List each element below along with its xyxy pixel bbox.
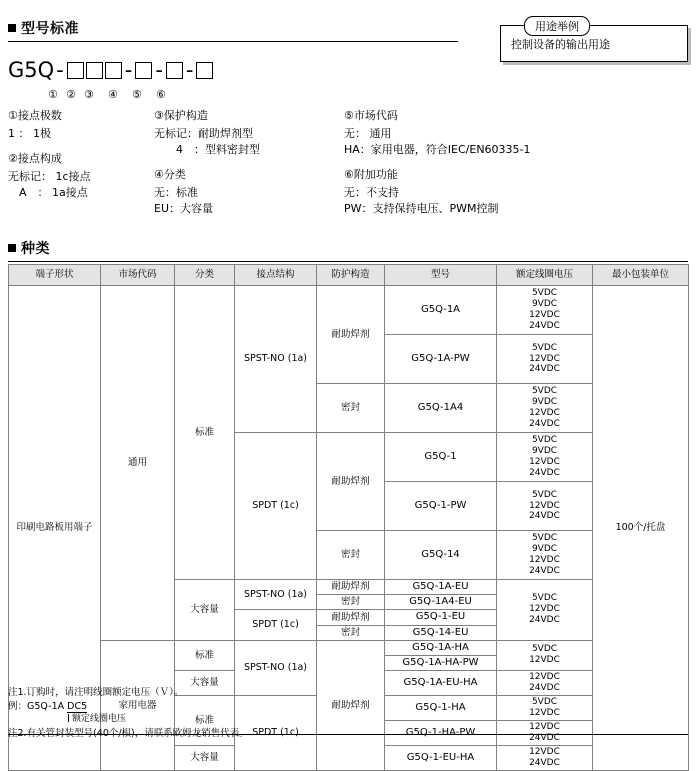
legend-line: A ： 1a接点: [8, 186, 88, 199]
cell-protection-seal: 密封: [317, 531, 385, 580]
marker-4: ④: [108, 88, 118, 101]
cell-contact-spdt: SPDT (1c): [235, 610, 317, 640]
note-1-example-value: DC5: [67, 700, 88, 712]
legend-line: EU：大容量: [154, 202, 214, 215]
cell-model: G5Q-1A4-EU: [385, 595, 497, 610]
model-code-markers: [8, 88, 458, 104]
model-box-2: [86, 62, 103, 79]
legend-group-market-code: [344, 108, 624, 158]
cell-coil-voltage: 12VDC 24VDC: [497, 745, 593, 770]
cell-protection: 密封: [317, 595, 385, 610]
cell-terminal-shape: 印刷电路板用端子: [9, 286, 101, 771]
heading-rule: [8, 261, 688, 262]
marker-2: ②: [66, 88, 76, 101]
legend-column-3: [344, 108, 624, 226]
footnotes: [8, 686, 508, 741]
col-packing-unit: 最小包装单位: [593, 265, 689, 286]
legend-column-2: [154, 108, 334, 226]
cell-class-large: 大容量: [175, 745, 235, 770]
model-standard-heading: [8, 18, 458, 38]
cell-model: G5Q-1-EU-HA: [385, 745, 497, 770]
model-dash-1: -: [56, 58, 64, 82]
cell-class-standard: 标准: [175, 640, 235, 670]
legend-line: 无标记：耐助焊剂型: [154, 127, 253, 140]
cell-protection-flux: 耐助焊剂: [317, 286, 385, 384]
cell-coil-voltage: 5VDC 12VDC 24VDC: [497, 335, 593, 384]
cell-model: G5Q-1-PW: [385, 482, 497, 531]
cell-coil-voltage: 5VDC 12VDC: [497, 696, 593, 721]
cell-model: G5Q-1A: [385, 286, 497, 335]
note-2: 注2.有关管封装型号(40个/根)，请联系欧姆龙销售代表。: [8, 728, 249, 740]
legend-group-classification: [154, 167, 334, 217]
model-dash-3: -: [155, 58, 163, 82]
cell-contact-spst: SPST-NO (1a): [235, 286, 317, 433]
cell-model: G5Q-1A-EU-HA: [385, 671, 497, 696]
col-terminal-shape: 端子形状: [9, 265, 101, 286]
cell-contact-spst: SPST-NO (1a): [235, 640, 317, 695]
marker-5: ⑤: [132, 88, 142, 101]
legend-line: 无：标准: [154, 186, 198, 199]
legend-column-1: [8, 108, 158, 210]
cell-model: G5Q-1A-HA-PW: [385, 655, 497, 670]
cell-coil-voltage: 5VDC 12VDC 24VDC: [497, 580, 593, 641]
col-coil-voltage: 额定线圈电压: [497, 265, 593, 286]
col-market-code: 市场代码: [101, 265, 175, 286]
usage-example-body: 控制设备的输出用途: [500, 25, 688, 62]
cell-contact-spst: SPST-NO (1a): [235, 580, 317, 610]
cell-model: G5Q-1A-HA: [385, 640, 497, 655]
model-standard-title: 型号标准: [21, 21, 79, 37]
table-header-row: [9, 265, 689, 286]
legend-title: ⑤市场代码: [344, 109, 398, 122]
legend-line: HA：家用电器，符合IEC/EN60335-1: [344, 143, 531, 156]
cell-market-general: 通用: [101, 286, 175, 641]
cell-model: G5Q-1-EU: [385, 610, 497, 625]
cell-coil-voltage: 12VDC 24VDC: [497, 721, 593, 746]
table-row: [9, 286, 689, 335]
model-standard-section: [8, 18, 458, 104]
model-dash-2: -: [124, 58, 133, 82]
col-classification: 分类: [175, 265, 235, 286]
cell-coil-voltage: 5VDC 9VDC 12VDC 24VDC: [497, 286, 593, 335]
marker-6: ⑥: [156, 88, 166, 101]
cell-coil-voltage: 5VDC 9VDC 12VDC 24VDC: [497, 531, 593, 580]
cell-coil-voltage: 5VDC 12VDC 24VDC: [497, 482, 593, 531]
legend-line: 无标记： 1c接点: [8, 170, 91, 183]
legend-line: 无： 通用: [344, 127, 392, 140]
types-heading-row: [8, 238, 688, 258]
types-section-heading: [8, 238, 688, 262]
cell-model: G5Q-1A-EU: [385, 580, 497, 595]
cell-class-large: 大容量: [175, 580, 235, 641]
note-1-example: [8, 700, 508, 714]
table-row: [9, 640, 689, 655]
cell-protection: 耐助焊剂: [317, 610, 385, 625]
cell-model: G5Q-14-EU: [385, 625, 497, 640]
bottom-rule: [8, 734, 688, 735]
legend-title: ③保护构造: [154, 109, 208, 122]
cell-model: G5Q-14: [385, 531, 497, 580]
model-box-4: [135, 62, 152, 79]
legend-group-protection: [154, 108, 334, 158]
col-contact-structure: 接点结构: [235, 265, 317, 286]
legend-title: ①接点极数: [8, 109, 62, 122]
cell-contact-spdt: SPDT (1c): [235, 433, 317, 580]
model-code-diagram: [8, 58, 458, 92]
square-bullet-icon: [8, 24, 16, 32]
cell-class-standard: 标准: [175, 696, 235, 746]
marker-3: ③: [84, 88, 94, 101]
cell-protection-seal: 密封: [317, 384, 385, 433]
col-protection: 防护构造: [317, 265, 385, 286]
usage-example-tab: 用途举例: [524, 16, 590, 36]
note-1-arrow-text: 额定线圈电压: [72, 713, 127, 724]
legend-title: ④分类: [154, 168, 186, 181]
cell-protection: 密封: [317, 625, 385, 640]
model-box-5: [166, 62, 183, 79]
heading-rule: [8, 41, 458, 42]
legend-group-contact-form: [8, 151, 158, 201]
cell-class-large: 大容量: [175, 671, 235, 696]
cell-model: G5Q-1A-PW: [385, 335, 497, 384]
legend-group-extra-function: [344, 167, 624, 217]
cell-model: G5Q-1-HA: [385, 696, 497, 721]
cell-class-standard: 标准: [175, 286, 235, 580]
legend-title: ⑥附加功能: [344, 168, 398, 181]
square-bullet-icon: [8, 244, 16, 252]
note-1-arrow-label: [68, 714, 568, 726]
model-box-6: [196, 62, 213, 79]
cell-protection-flux: 耐助焊剂: [317, 433, 385, 531]
cell-coil-voltage: 5VDC 12VDC: [497, 640, 593, 670]
note-1-example-text: 例：G5Q-1A: [8, 700, 68, 712]
cell-coil-voltage: 5VDC 9VDC 12VDC 24VDC: [497, 433, 593, 482]
legend-line: 4 ：型料密封型: [154, 143, 260, 156]
model-box-1: [67, 62, 84, 79]
model-prefix: G5Q: [8, 58, 55, 82]
cell-packing-unit: 100个/托盘: [593, 286, 689, 771]
legend-line: 无：不支持: [344, 186, 399, 199]
legend-line: 1 ： 1极: [8, 127, 51, 140]
note-1-text: 注1.订购时，请注明线圈额定电压（Ｖ）。: [8, 687, 184, 698]
model-dash-4: -: [185, 58, 194, 82]
cell-protection-flux: 耐助焊剂: [317, 640, 385, 770]
types-title: 种类: [21, 241, 50, 257]
usage-example-box: [500, 16, 688, 62]
cell-model: G5Q-1: [385, 433, 497, 482]
model-box-3: [105, 62, 122, 79]
note-1: [8, 686, 508, 700]
legend-group-contact-poles: [8, 108, 158, 142]
cell-coil-voltage: 12VDC 24VDC: [497, 671, 593, 696]
col-model: 型号: [385, 265, 497, 286]
arrow-line-icon: [68, 714, 69, 722]
legend-line: PW：支持保持电压、PWM控制: [344, 202, 499, 215]
cell-protection: 耐助焊剂: [317, 580, 385, 595]
cell-coil-voltage: 5VDC 9VDC 12VDC 24VDC: [497, 384, 593, 433]
cell-contact-spdt: SPDT (1c): [235, 696, 317, 771]
marker-1: ①: [48, 88, 58, 101]
legend-title: ②接点构成: [8, 152, 62, 165]
cell-model: G5Q-1A4: [385, 384, 497, 433]
cell-model: G5Q-1-HA-PW: [385, 721, 497, 746]
cell-market-home: 家用电器: [101, 640, 175, 770]
